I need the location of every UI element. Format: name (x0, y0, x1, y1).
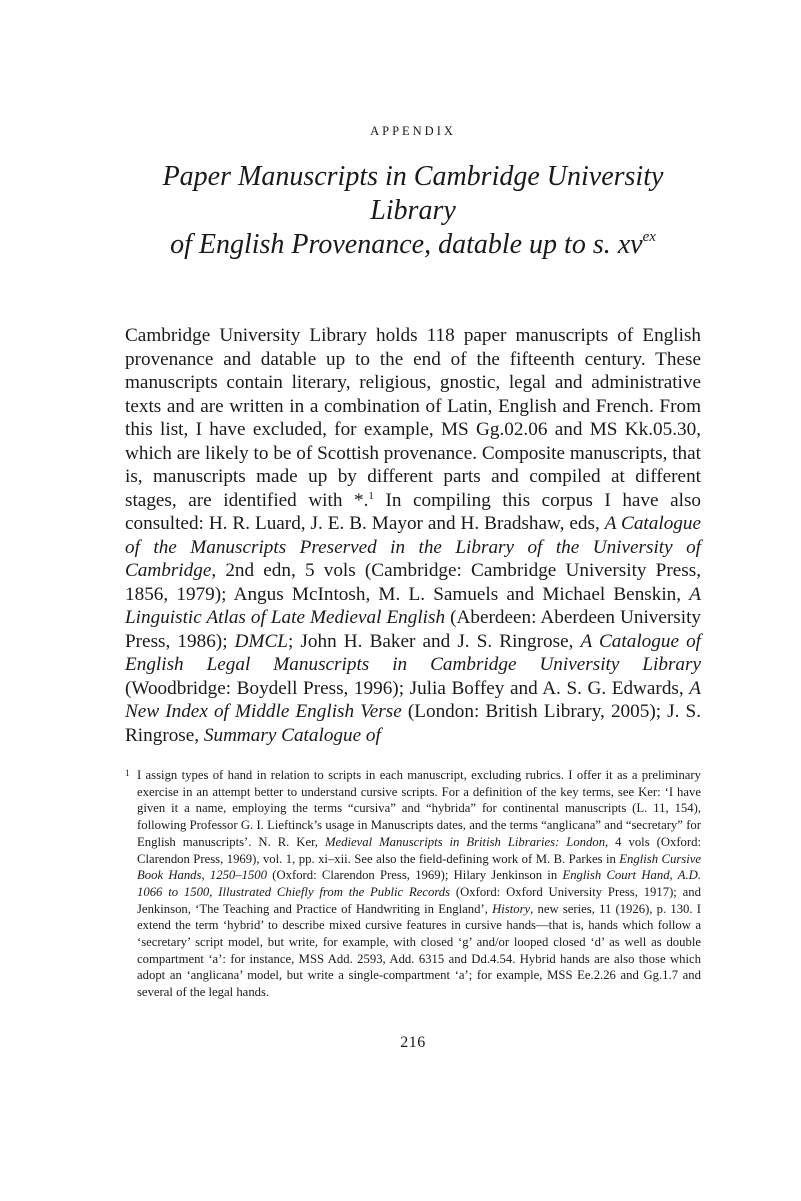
body-text-1: Cambridge University Library holds 118 paper manuscripts of English provenance and datable up to the end of the fifteenth century. These manuscripts contain literary, religious, gnostic, legal and administrative texts and are written in a combination of Latin, English and French. From this list, I have excluded, for example, MS Gg.02.06 and MS Kk.05.30, which are likely to be of Scottish provenance. Composite manuscripts, that is, manuscripts made up by different parts and compiled at different stages, are identified with *. (125, 325, 701, 511)
body-text-5: ; John H. Baker and J. S. Ringrose, (287, 630, 581, 652)
body-text-2: In compiling this corpus I have also consulted: H. R. Luard, J. E. B. Mayor and H. Bradshaw, eds, (125, 489, 702, 534)
footnote (125, 767, 701, 1001)
body-title-1: A Catalogue of the Manuscripts Preserved in the Library of the University of Cambridge (125, 513, 701, 581)
title-superscript: ex (642, 229, 656, 245)
title-line-2: of English Provenance, datable up to s. xv (170, 229, 643, 260)
footnote-text (125, 767, 701, 1001)
body-title-4: A Catalogue of English Legal Manuscripts in Cambridge University Library (125, 630, 702, 675)
footnote-number: 1 (125, 768, 130, 778)
footnote-text-4: (Oxford: Oxford University Press, 1917); and Jenkinson, ‘The Teaching and Practice of Handwriting in England’, (137, 884, 701, 916)
footnote-reference[interactable]: 1 (368, 489, 374, 502)
footnote-title-1: Medieval Manuscripts in British Libraries: London (324, 834, 606, 849)
footnote-title-3: English Court Hand, A.D. 1066 to 1500, Illustrated Chiefly from the Public Records (137, 868, 701, 899)
body-title-5: A New Index of Middle English Verse (125, 677, 701, 722)
page-title (125, 160, 701, 262)
footnote-text-3: (Oxford: Clarendon Press, 1969); Hilary Jenkinson in (267, 868, 563, 883)
body-text-7: (London: British Library, 2005); J. S. Ringrose, (125, 701, 702, 746)
body-text-3: , 2nd edn, 5 vols (Cambridge: Cambridge University Press, 1856, 1979); Angus McIntosh, M. L. Samuels and Michael Benskin, (125, 560, 701, 605)
footnote-title-2: English Cursive Book Hands, 1250–1500 (137, 851, 701, 883)
body-title-3: DMCL (234, 630, 288, 652)
footnote-text-5: , new series, 11 (1926), p. 130. I extend the term ‘hybrid’ to describe mixed cursive features in cursive hands—that is, hands which follow a ‘secretary’ script model, but write, for example, with closed ‘g’ and/or looped closed ‘d’ as well as double compartment ‘a’: for instance, MSS Add. 2593, Add. 6315 and Dd.4.54. Hybrid hands are also those which adopt an ‘anglicana’ model, but write a single-compartment ‘a’; for example, MSS Ee.2.26 and Gg.1.7 and several of the legal hands. (137, 901, 701, 1000)
body-paragraph (125, 324, 701, 747)
footnote-text-2: , 4 vols (Oxford: Clarendon Press, 1969), vol. 1, pp. xi–xii. See also the field-defining work of M. B. Parkes in (137, 834, 701, 866)
body-title-2: A Linguistic Atlas of Late Medieval English (125, 583, 701, 628)
body-title-6: Summary Catalogue of (203, 724, 381, 746)
page-number: 216 (400, 1034, 426, 1051)
footnote-text-1: I assign types of hand in relation to scripts in each manuscript, excluding rubrics. I offer it as a preliminary exercise in an attempt better to understand cursive scripts. For a definition of the key terms, see Ker: ‘I have given it a name, employing the terms “cursiva” and “hybrida” for continental manuscripts (L. 11, 154), following Professor G. I. Lieftinck’s usage in Manuscripts dates, and the terms “anglicana” and “secretary” for English manuscripts’. N. R. Ker, (137, 768, 701, 849)
body-text-6: (Woodbridge: Boydell Press, 1996); Julia Boffey and A. S. G. Edwards, (125, 677, 690, 699)
body-text-4: (Aberdeen: Aberdeen University Press, 1986); (125, 607, 701, 652)
footnote-title-4: History (492, 901, 531, 916)
section-kicker: APPENDIX (370, 124, 456, 138)
title-line-1: Paper Manuscripts in Cambridge University Library (162, 161, 664, 226)
